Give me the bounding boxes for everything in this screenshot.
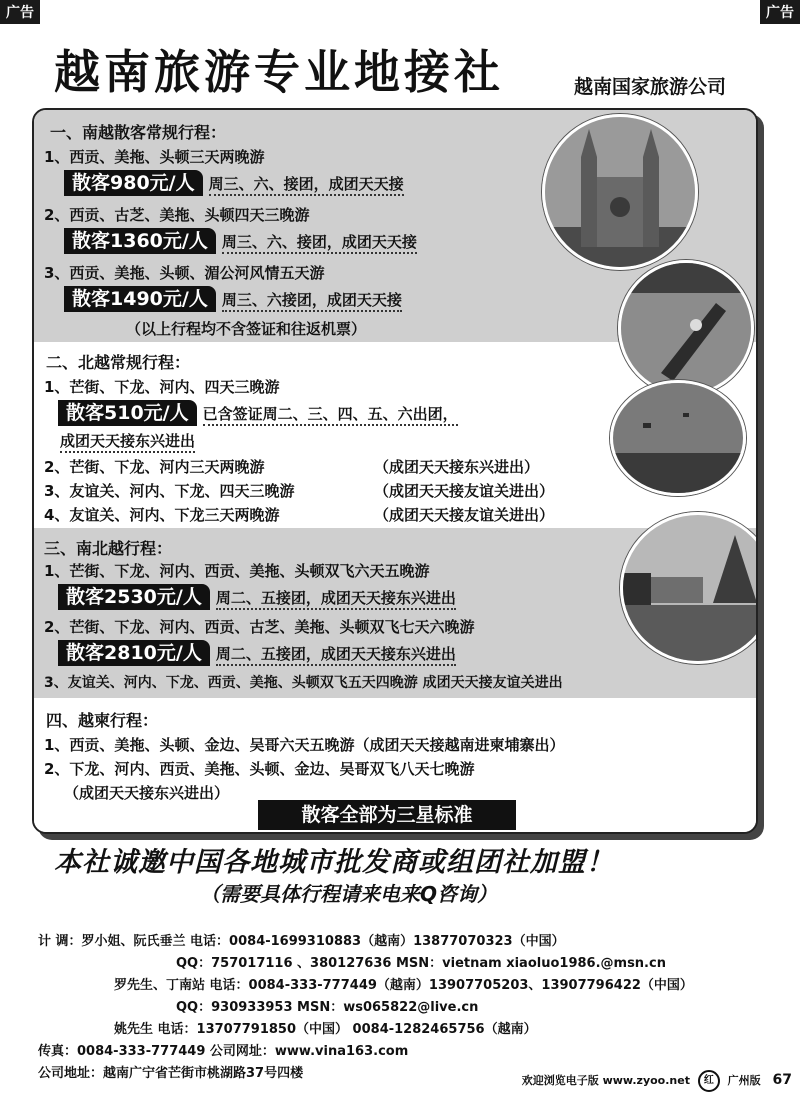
route-line: 4、友谊关、河内、下龙三天两晚游 [44, 506, 280, 524]
route-note: （成团天天接友谊关进出） [374, 506, 555, 524]
page-number: 67 [772, 1072, 792, 1088]
section-heading: 一、南越散客常规行程： [50, 123, 227, 142]
boat-photo [618, 260, 754, 396]
schedule-note: 周三、六、接团，成团天天接 [222, 233, 417, 254]
route-note: （成团天天接友谊关进出） [374, 482, 555, 500]
contact-line: QQ：757017116 、380127636 MSN：vietnam xiaoluo1986.@msn.cn [176, 956, 666, 971]
route-line: 2、下龙、河内、西贡、美拖、头顿、金边、吴哥双飞八天七晚游 [44, 760, 475, 778]
route-line: 3、友谊关、河内、下龙、四天三晚游 [44, 482, 295, 500]
route-line: 3、友谊关、河内、下龙、西贡、美拖、头顿双飞五天四晚游 成团天天接友谊关进出 [44, 675, 563, 691]
price-row [58, 640, 456, 666]
schedule-note: 周二、五接团，成团天天接东兴进出 [216, 589, 456, 610]
logo-icon: 红 [698, 1070, 720, 1092]
route-line: 1、西贡、美拖、头顿、金边、吴哥六天五晚游（成团天天接越南进柬埔寨出） [44, 736, 565, 754]
schedule-note: 周二、五接团，成团天天接东兴进出 [216, 645, 456, 666]
schedule-note: 已含签证周二、三、四、五、六出团， [203, 405, 458, 426]
route-line: 1、西贡、美拖、头顿三天两晚游 [44, 148, 265, 166]
route-line: 1、芒街、下龙、河内、西贡、美拖、头顿双飞六天五晚游 [44, 562, 430, 580]
price-row [58, 400, 458, 426]
route-line: 1、芒街、下龙、河内、四天三晚游 [44, 378, 280, 396]
section-heading: 二、北越常规行程： [46, 353, 191, 372]
company-name: 越南国家旅游公司 [574, 76, 727, 98]
ad-tag-right: 广告 [760, 0, 800, 24]
section-footnote: （以上行程均不含签证和往返机票） [126, 320, 367, 338]
price-row [64, 286, 402, 312]
section-heading: 三、南北越行程： [44, 539, 173, 558]
price-badge: 散客510元/人 [58, 400, 197, 426]
consult-note: （需要具体行程请来电来Q咨询） [200, 882, 498, 906]
price-badge: 散客980元/人 [64, 170, 203, 196]
address-line: 公司地址：越南广宁省芒街市桃湖路37号四楼 [38, 1066, 304, 1081]
cathedral-photo [542, 114, 698, 270]
contact-line: 计 调：罗小姐、阮氏垂兰 电话：0084-1699310883（越南）13877070323（中国） [38, 934, 565, 949]
schedule-note-cont: 成团天天接东兴进出 [60, 430, 195, 451]
price-badge: 散客1490元/人 [64, 286, 216, 312]
bay-photo [610, 380, 746, 496]
section-heading: 四、越柬行程： [46, 711, 159, 730]
price-badge: 散客2530元/人 [58, 584, 210, 610]
slogan: 本社诚邀中国各地城市批发商或组团社加盟！ [54, 847, 614, 878]
page-footer [522, 1070, 792, 1092]
footer-edition: 广州版 [727, 1074, 761, 1087]
page-title: 越南旅游专业地接社 [54, 45, 504, 99]
price-row [64, 228, 417, 254]
price-row [58, 584, 456, 610]
fax-line: 传真：0084-333-777449 公司网址：www.vina163.com [38, 1044, 409, 1059]
route-note: （成团天天接东兴进出） [374, 458, 540, 476]
schedule-note: 周三、六接团，成团天天接 [222, 291, 402, 312]
schedule-note: 周三、六、接团，成团天天接 [209, 175, 404, 196]
contact-line: QQ：930933953 MSN：ws065822@live.cn [176, 1000, 479, 1015]
route-line: 2、芒街、下龙、河内、西贡、古芝、美拖、头顿双飞七天六晚游 [44, 618, 475, 636]
ad-tag-left: 广告 [0, 0, 40, 24]
standard-banner: 散客全部为三星标准 [258, 800, 516, 830]
price-row [64, 170, 404, 196]
route-note: （成团天天接东兴进出） [64, 784, 230, 802]
contact-line: 姚先生 电话：13707791850（中国） 0084-1282465756（越南） [114, 1022, 537, 1037]
route-line: 2、芒街、下龙、河内三天两晚游 [44, 458, 265, 476]
route-line: 2、西贡、古芝、美拖、头顿四天三晚游 [44, 206, 310, 224]
contact-line: 罗先生、丁南站 电话：0084-333-777449（越南）13907705203、13907796422（中国） [114, 978, 693, 993]
footer-site: 欢迎浏览电子版 www.zyoo.net [521, 1074, 690, 1087]
route-line: 3、西贡、美拖、头顿、湄公河风情五天游 [44, 264, 325, 282]
itinerary-panel [32, 108, 758, 834]
price-badge: 散客2810元/人 [58, 640, 210, 666]
price-badge: 散客1360元/人 [64, 228, 216, 254]
